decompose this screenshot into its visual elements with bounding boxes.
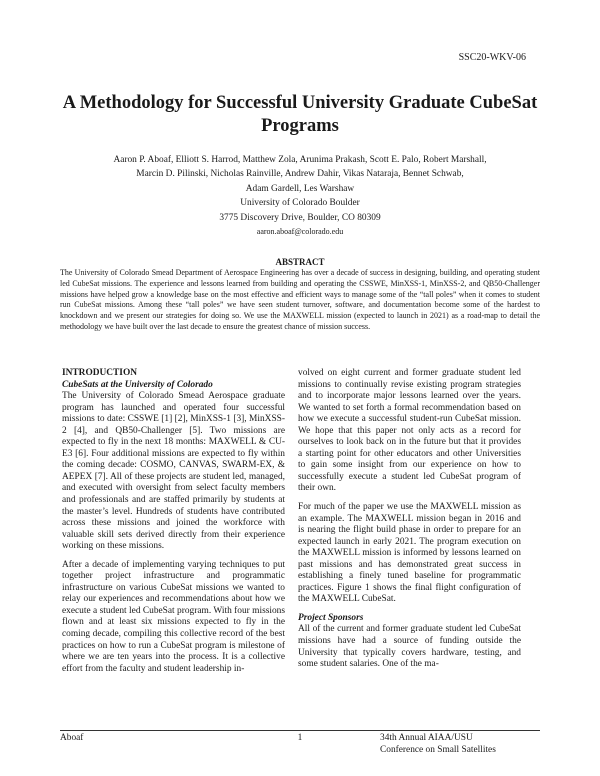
author-line: Adam Gardell, Les Warshaw — [245, 183, 355, 194]
body-paragraph: After a decade of implementing varying techniques to put together project infrastructure and programmatic infrastructure on various CubeSat missions we wanted to relay our experiences and recommendations about how we execute a student led CubeSat program. With four missions flown and at least six missions expected to fly in the coming decade, compiling this collective record of the best practices on how to run a CubeSat program is milestone of where we are ten years into the process. It is a collective effort from the faculty and student leadership in- — [62, 559, 285, 674]
abstract-text: The University of Colorado Smead Department of Aerospace Engineering has over a decade of success in designing, building, and operating student led CubeSat missions. The experience and lessons learned from building and operating the CSSWE, MinXSS-1, MinXSS-2, and QB50-Challenger missions have helped grow a knowledge base on the most effective and efficient ways to manage some of the “tall poles” when it comes to student run CubeSat missions. Among these “tall poles” we have seen student turnover, software, and documentation become some of the hardest to knockdown and we present our strategies for doing so. We use the MAXWELL mission (expected to launch in 2021) as a road-map to detail the methodology we have built over the last decade to ensure the greatest chance of mission success. — [60, 268, 540, 331]
page-number: 1 — [297, 733, 303, 743]
author-line: Marcin D. Pilinski, Nicholas Rainville, Andrew Dahir, Vikas Nataraja, Bennet Schwab, — [136, 169, 464, 180]
paper-title: A Methodology for Successful University Graduate CubeSat Programs — [62, 93, 538, 136]
body-paragraph: volved on eight current and former graduate student led missions to continually revise existing program strategies and to incorporate major lessons learned over the years. We wanted to set forth a formal recommendation based on how we execute a successful student-run CubeSat mission. We hope that this paper not only acts as a record for ourselves to look back on in the future but that it provides a starting point for other educators and other Universities to gain some insight from our experience on how to successfully execute a student led CubeSat program of their own. — [298, 368, 521, 494]
author-line: Aaron P. Aboaf, Elliott S. Harrod, Matthew Zola, Arunima Prakash, Scott E. Palo, Robert Marshall, — [113, 155, 487, 165]
footer-conference — [380, 733, 540, 756]
affiliation: University of Colorado Boulder — [240, 198, 360, 209]
conference-line: Conference on Small Satellites — [380, 744, 496, 755]
subsection-heading: CubeSats at the University of Colorado — [62, 379, 213, 390]
body-paragraph: All of the current and former graduate student led CubeSat missions have had a source of funding outside the University that typically covers hardware, testing, and some student salaries. One of the ma- — [298, 624, 521, 670]
subsection-heading: Project Sponsors — [298, 612, 364, 623]
section-heading: INTRODUCTION — [62, 368, 138, 378]
author-email: aaron.aboaf@colorado.edu — [256, 227, 344, 237]
body-paragraph: For much of the paper we use the MAXWELL mission as an example. The MAXWELL mission began in 2016 and is nearing the flight build phase in order to prepare for an expected launch in early 2021. The program execution on the MAXWELL mission is informed by lessons learned on past missions and has demonstrated great success in establishing a finely tuned baseline for programmatic practices. Figure 1 shows the final flight configuration of the MAXWELL CubeSat. — [298, 502, 521, 605]
conference-line: 34th Annual AIAA/USU — [380, 733, 473, 743]
footer-divider — [60, 730, 540, 731]
document-id: SSC20-WKV-06 — [458, 52, 526, 63]
left-column — [62, 368, 285, 682]
address: 3775 Discovery Drive, Boulder, CO 80309 — [219, 212, 381, 223]
right-column — [298, 368, 521, 678]
author-block — [60, 153, 540, 239]
footer-author: Aboaf — [60, 733, 84, 743]
abstract-heading: ABSTRACT — [275, 257, 325, 267]
body-paragraph: The University of Colorado Smead Aerospace graduate program has launched and operated four successful missions to date: CSSWE [1] [2], MinXSS-1 [3], MinXSS-2 [4], and QB50-Challenger [5]. Two missions are expected to fly in the next 18 months: MAXWELL & CU-E3 [6]. Four additional missions are expected to fly within the coming decade: COSMO, CANVAS, SWARM-EX, & AEPEX [7]. All of these projects are student led, managed, and executed with oversight from select faculty members and professionals and are staffed primarily by students at the master’s level. Hundreds of students have contributed across these missions and joined the workforce with valuable skill sets derived directly from their experience working on these missions. — [62, 391, 285, 552]
